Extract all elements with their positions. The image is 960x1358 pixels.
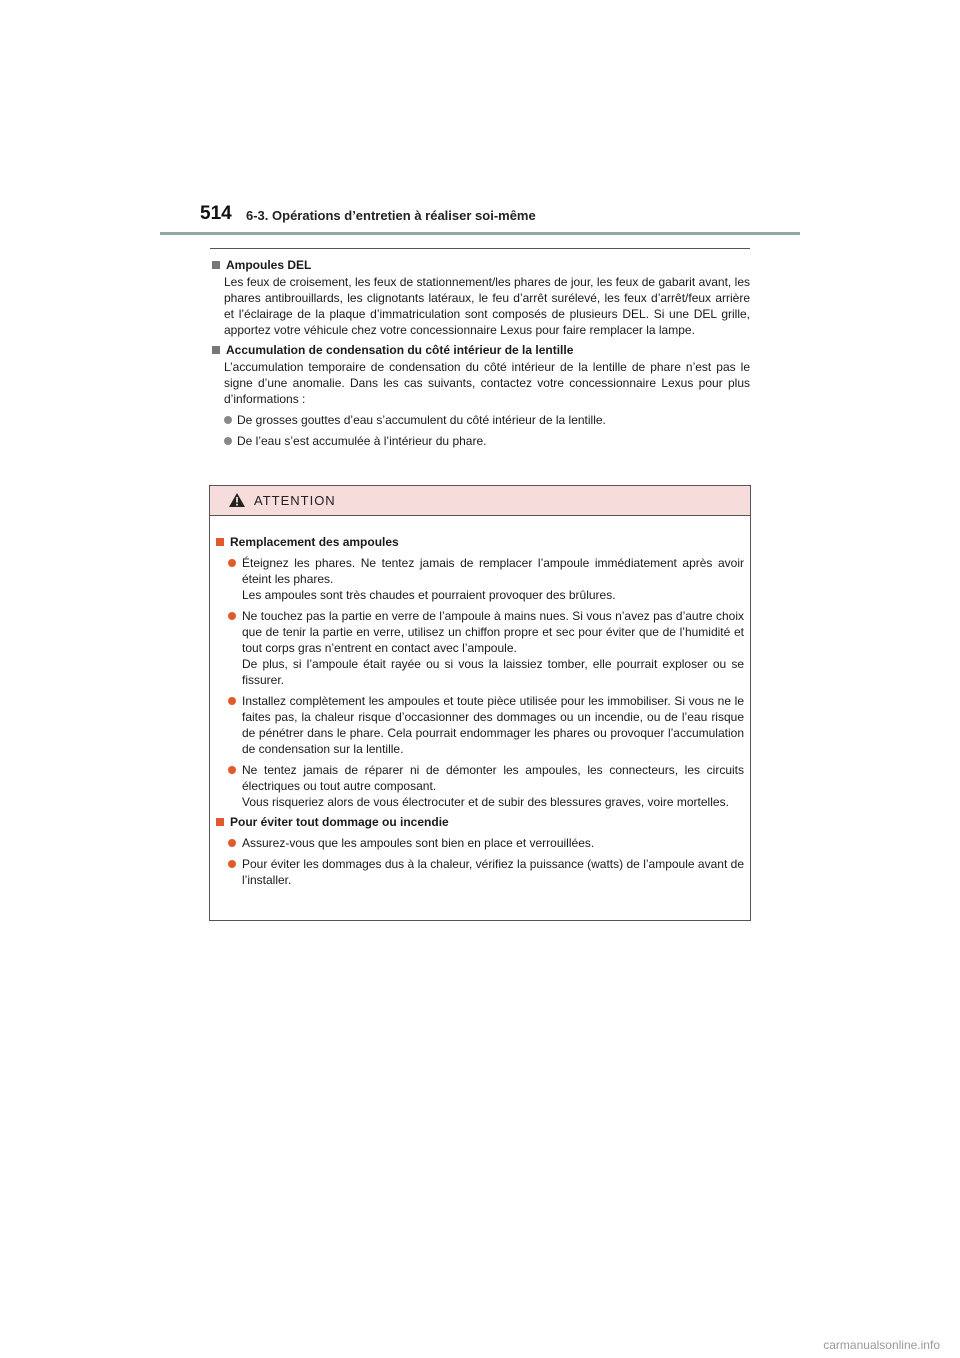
caution-line: Assurez-vous que les ampoules sont bien en place et verrouillées. [242, 836, 595, 850]
caution-body [210, 516, 750, 888]
square-bullet-icon [212, 261, 220, 269]
section-condensation [210, 342, 750, 449]
warning-icon [228, 492, 246, 508]
circle-bullet-icon [228, 766, 236, 774]
caution-title: ATTENTION [254, 493, 336, 508]
caution-item-text [242, 835, 594, 851]
caution-item-text [242, 856, 744, 888]
caution-item [228, 693, 744, 757]
square-bullet-icon [216, 538, 224, 546]
divider [210, 248, 750, 249]
caution-line: De plus, si l’ampoule était rayée ou si vous la laissiez tomber, elle pourrait exploser ou se fissurer. [242, 657, 744, 687]
section-paragraph: Les feux de croisement, les feux de stationnement/les phares de jour, les feux de gabarit avant, les phares antibrouillards, les clignotants latéraux, le feu d’arrêt surélevé, les feux d’arrêt/feux arrière et l’éclairage de la plaque d’immatriculation sont composés de plusieurs DEL. Si une DEL grille, apportez votre véhicule chez votre concessionnaire Lexus pour faire remplacer la lampe. [224, 275, 750, 337]
section-heading-text: Ampoules DEL [226, 258, 312, 272]
circle-bullet-icon [224, 437, 232, 445]
circle-bullet-icon [228, 839, 236, 847]
caution-item-text [242, 608, 744, 688]
section-heading-text: Accumulation de condensation du côté intérieur de la lentille [226, 343, 574, 357]
caution-group-title: Remplacement des ampoules [230, 535, 399, 549]
caution-line: Pour éviter les dommages dus à la chaleur, vérifiez la puissance (watts) de l’ampoule avant de l’installer. [242, 857, 744, 887]
caution-line: Ne touchez pas la partie en verre de l’ampoule à mains nues. Si vous n’avez pas d’autre choix que de tenir la partie en verre, utilisez un chiffon propre et sec pour éviter que de l’humidité et tout corps gras n’entrent en contact avec l’ampoule. [242, 609, 744, 655]
caution-item [228, 856, 744, 888]
section-led-bulbs [210, 257, 750, 338]
caution-item [228, 762, 744, 810]
caution-item-text [242, 693, 744, 757]
caution-line: Les ampoules sont très chaudes et pourraient provoquer des brûlures. [242, 588, 616, 602]
list-item [224, 412, 750, 428]
main-content [210, 257, 750, 453]
circle-bullet-icon [228, 612, 236, 620]
caution-line: Éteignez les phares. Ne tentez jamais de remplacer l’ampoule immédiatement après avoir éteint les phares. [242, 556, 744, 586]
section-heading [210, 342, 750, 358]
circle-bullet-icon [228, 860, 236, 868]
caution-item [228, 608, 744, 688]
list-item [224, 433, 750, 449]
caution-group-heading [216, 814, 744, 830]
caution-box [209, 485, 751, 921]
list-item-text: De grosses gouttes d’eau s’accumulent du côté intérieur de la lentille. [237, 413, 606, 427]
page-header [160, 203, 800, 237]
page-number: 514 [200, 203, 232, 224]
circle-bullet-icon [224, 416, 232, 424]
caution-item-text [242, 555, 744, 603]
section-title: 6-3. Opérations d’entretien à réaliser soi-même [246, 208, 536, 223]
list-item-text: De l’eau s’est accumulée à l’intérieur du phare. [237, 434, 487, 448]
caution-item [228, 555, 744, 603]
section-paragraph: L’accumulation temporaire de condensation du côté intérieur de la lentille de phare n’est pas le signe d’une anomalie. Dans les cas suivants, contactez votre concessionnaire Lexus pour plus d’informations : [224, 360, 750, 406]
circle-bullet-icon [228, 559, 236, 567]
square-bullet-icon [212, 346, 220, 354]
caution-group-heading [216, 534, 744, 550]
section-heading [210, 257, 750, 273]
caution-item [228, 835, 744, 851]
caution-header [210, 486, 750, 516]
watermark-text: carmanualsonline.info [823, 1338, 940, 1352]
caution-item-text [242, 762, 744, 810]
caution-line: Installez complètement les ampoules et toute pièce utilisée pour les immobiliser. Si vous ne le faites pas, la chaleur risque d’occasionner des dommages ou un incendie, ou de l’eau risque de pénétrer dans le phare. Cela pourrait endommager les phares ou provoquer l’accumulation de condensation sur la lentille. [242, 694, 744, 756]
header-rule [160, 232, 800, 235]
square-bullet-icon [216, 818, 224, 826]
caution-line: Vous risqueriez alors de vous électrocuter et de subir des blessures graves, voire mortelles. [242, 795, 729, 809]
caution-line: Ne tentez jamais de réparer ni de démonter les ampoules, les connecteurs, les circuits électriques ou tout autre composant. [242, 763, 744, 793]
caution-group-title: Pour éviter tout dommage ou incendie [230, 815, 449, 829]
circle-bullet-icon [228, 697, 236, 705]
